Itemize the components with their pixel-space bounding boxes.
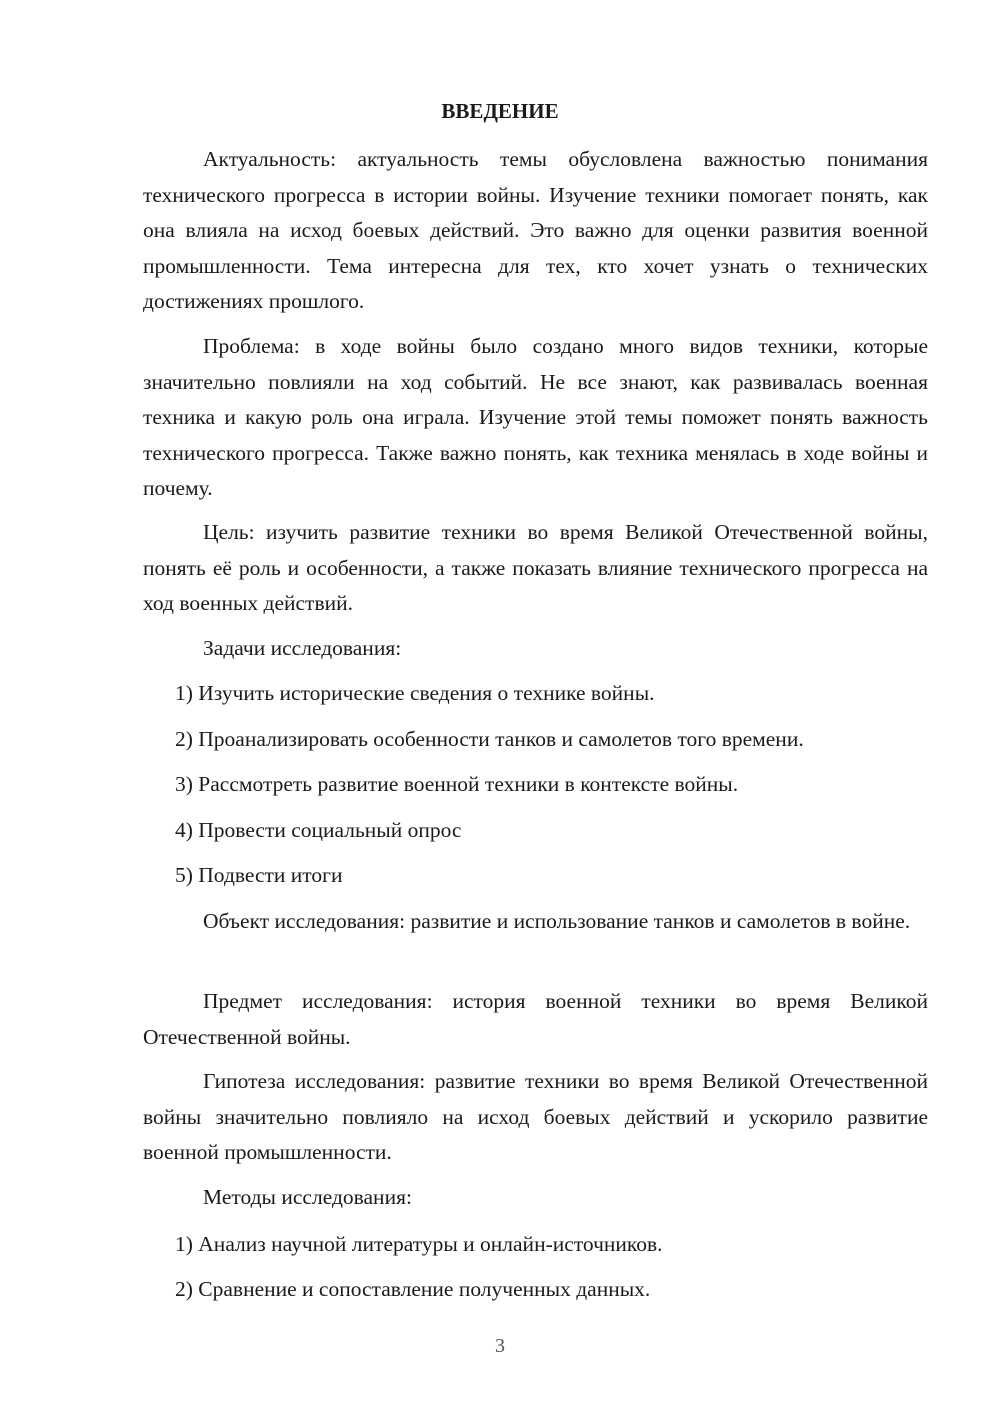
paragraph-hypothesis: Гипотеза исследования: развитие техники во время Великой Отечественной войны значительно повлияло на исход боевых действий и ускорило развитие военной промышленности. xyxy=(143,1069,928,1164)
paragraph-tasks-heading: Задачи исследования: xyxy=(203,636,402,660)
paragraph-goal: Цель: изучить развитие техники во время Великой Отечественной войны, понять её роль и особенности, а также показать влияние технического прогресса на ход военных действий. xyxy=(143,520,928,615)
paragraph-relevance: Актуальность: актуальность темы обусловлена важностью понимания технического прогресса в истории войны. Изучение техники помогает понять, как она влияла на исход боевых действий. Это важно для оценки развития военной промышленности. Тема интересна для тех, кто хочет узнать о технических достижениях прошлого. xyxy=(143,147,928,313)
method-item-2: 2) Сравнение и сопоставление полученных данных. xyxy=(175,1277,651,1301)
section-heading: ВВЕДЕНИЕ xyxy=(441,99,559,123)
page-number: 3 xyxy=(495,1335,505,1357)
task-item-2: 2) Проанализировать особенности танков и самолетов того времени. xyxy=(175,727,804,751)
task-item-3: 3) Рассмотреть развитие военной техники в контексте войны. xyxy=(175,772,739,796)
method-item-1: 1) Анализ научной литературы и онлайн-источников. xyxy=(175,1232,663,1256)
task-item-5: 5) Подвести итоги xyxy=(175,863,343,887)
paragraph-methods-heading: Методы исследования: xyxy=(203,1185,412,1209)
task-item-4: 4) Провести социальный опрос xyxy=(175,818,462,842)
paragraph-subject: Предмет исследования: история военной техники во время Великой Отечественной войны. xyxy=(143,989,928,1049)
paragraph-problem: Проблема: в ходе войны было создано много видов техники, которые значительно повлияли на ход событий. Не все знают, как развивалась военная техника и какую роль она играла. Изучение этой темы поможет понять важность технического прогресса. Также важно понять, как техника менялась в ходе войны и почему. xyxy=(143,334,928,500)
task-item-1: 1) Изучить исторические сведения о технике войны. xyxy=(175,681,655,705)
paragraph-object: Объект исследования: развитие и использование танков и самолетов в войне. xyxy=(203,909,911,933)
